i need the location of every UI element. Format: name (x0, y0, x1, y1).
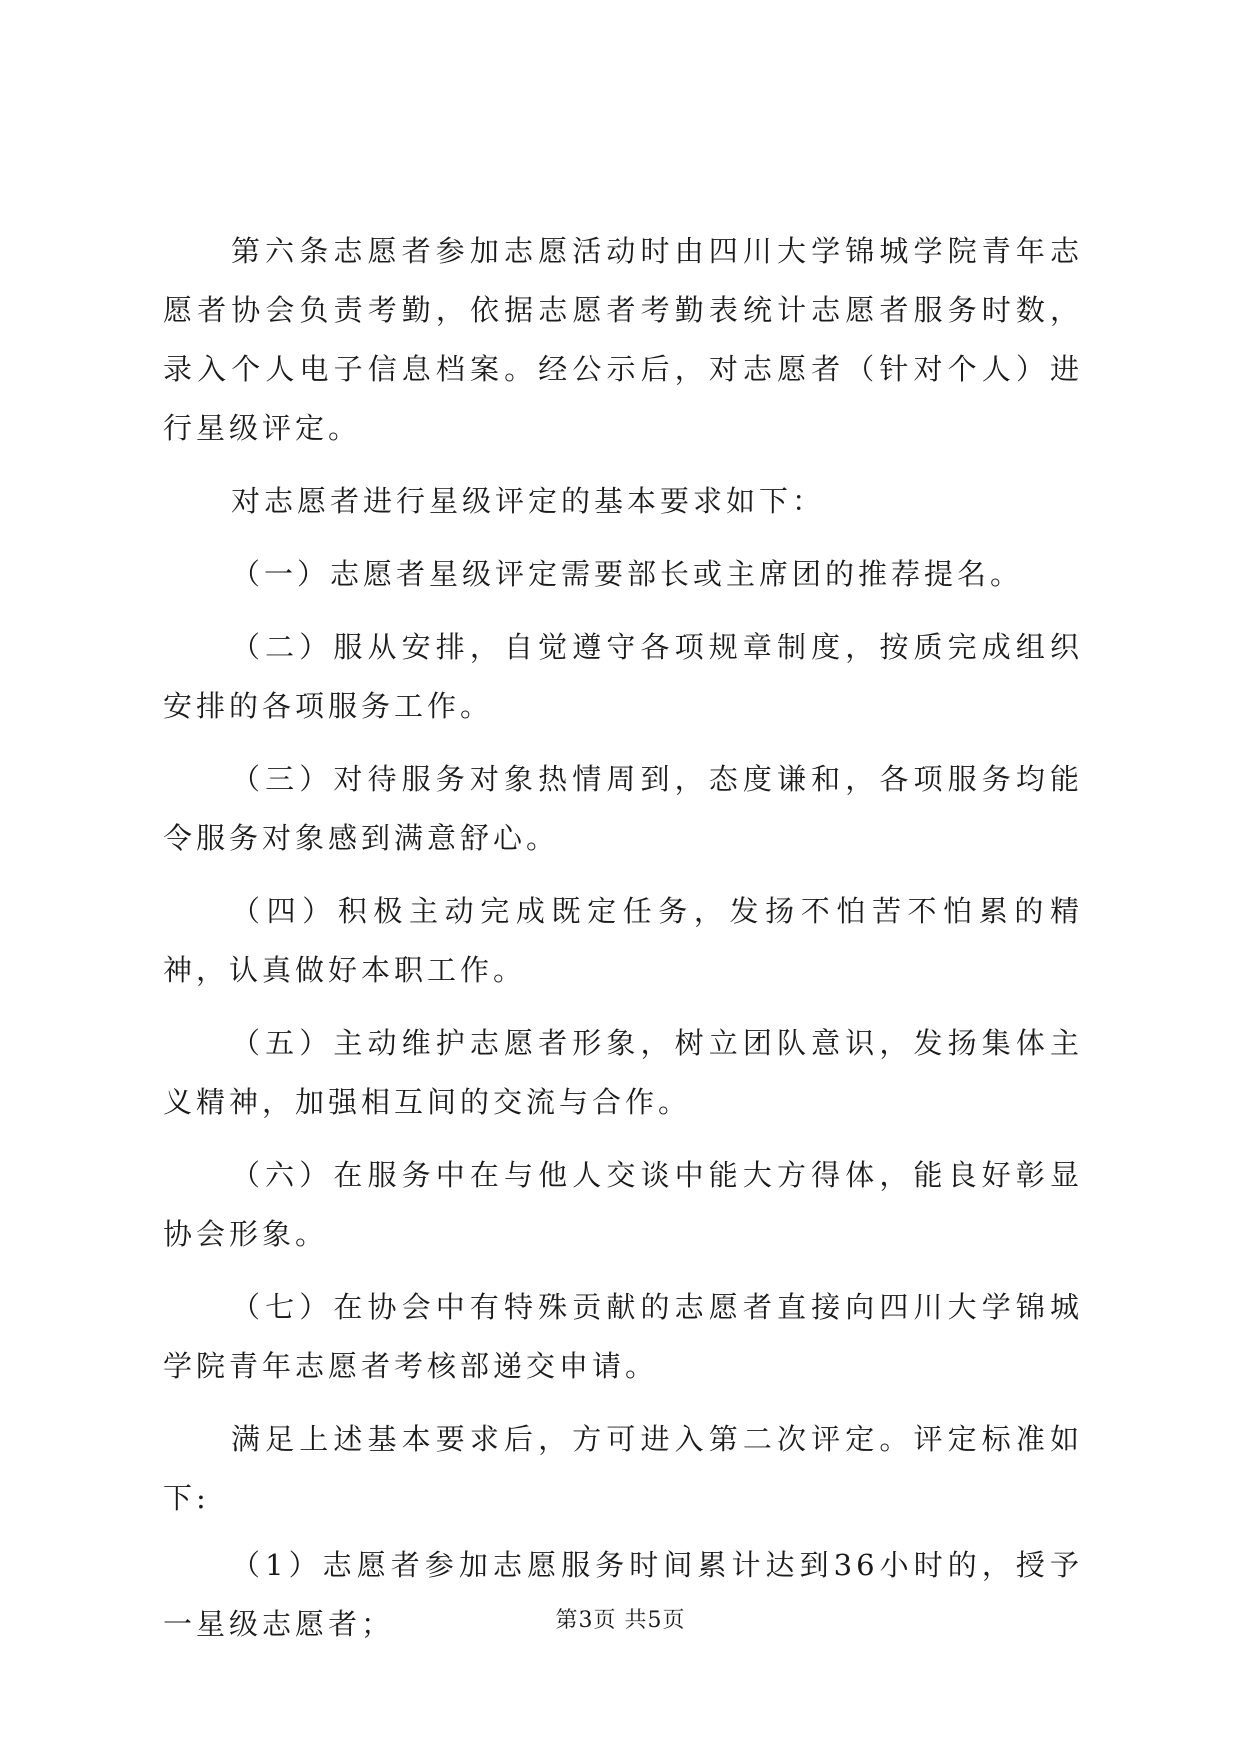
paragraph-requirement-4: （四）积极主动完成既定任务，发扬不怕苦不怕累的精神，认真做好本职工作。 (163, 894, 1083, 987)
paragraph-second-evaluation: 满足上述基本要求后，方可进入第二次评定。评定标准如下: (163, 1422, 1083, 1515)
paragraph-requirements-intro: 对志愿者进行星级评定的基本要求如下： (231, 484, 826, 518)
document-body (163, 222, 1083, 1668)
page-number-footer: 第3页 共5页 (555, 1608, 686, 1633)
paragraph-requirement-6: （六）在服务中在与他人交谈中能大方得体，能良好彰显协会形象。 (163, 1158, 1083, 1251)
paragraph-requirement-2: （二）服从安排，自觉遵守各项规章制度，按质完成组织安排的各项服务工作。 (163, 630, 1083, 723)
paragraph-requirement-7: （七）在协会中有特殊贡献的志愿者直接向四川大学锦城学院青年志愿者考核部递交申请。 (163, 1290, 1083, 1383)
paragraph-standard-1: （1）志愿者参加志愿服务时间累计达到36小时的，授予一星级志愿者； (163, 1548, 1083, 1641)
paragraph-requirement-5: （五）主动维护志愿者形象，树立团队意识，发扬集体主义精神，加强相互间的交流与合作。 (163, 1026, 1083, 1119)
paragraph-requirement-1: （一）志愿者星级评定需要部长或主席团的推荐提名。 (231, 557, 1024, 591)
paragraph-article-six: 第六条志愿者参加志愿活动时由四川大学锦城学院青年志愿者协会负责考勤，依据志愿者考勤表统计志愿者服务时数，录入个人电子信息档案。经公示后，对志愿者（针对个人）进行星级评定。 (163, 234, 1083, 445)
paragraph-requirement-3: （三）对待服务对象热情周到，态度谦和，各项服务均能令服务对象感到满意舒心。 (163, 762, 1083, 855)
